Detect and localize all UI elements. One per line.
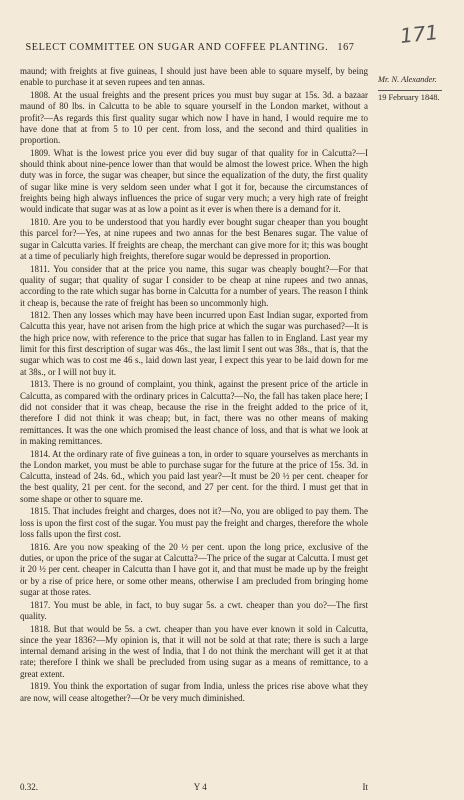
paragraph: 1809. What is the lowest price you ever did buy sugar of that quality for in Calcutta?—I should think about nine-pence lower than that would be almost the lowest price. When the high duty was in force, the sugar was cheaper, but since the equalization of the duty, the first quality of sugar like mine is very seldom seen under what I got it for, because the circumstances of freights being high always influences the price of sugar very much; a very high rate of freight would indicate that sugar was at as low a point as it ever is when there is a demand for it.: [20, 147, 368, 215]
witness-name: [378, 74, 458, 91]
paragraph: 1811. You consider that at the price you name, this sugar was cheaply bought?—For that quality of sugar; that quality of sugar I consider to be cheap at nine rupees and two annas, according to the rate which sugar has borne in Calcutta for a number of years. The reason I think it cheap is, because the rate of freight has been so uncommonly high.: [20, 263, 368, 308]
paragraph: 1808. At the usual freights and the present prices you must buy sugar at 15s. 3d. a bazaar maund of 80 lbs. in Calcutta to be able to square yourself in the London market, without a profit?—As regards this first quality sugar which now I have in hand, I would require me to have done that at from 5 to 10 per cent. from loss, and the second and third qualities in proportion.: [20, 89, 368, 146]
paragraph: 1813. There is no ground of complaint, you think, against the present price of the article in Calcutta, as compared with the ordinary prices in Calcutta?—No, the fall has taken place here; I did not consider that it was cheap, because the rise in the freight added to the price of it, therefore I did not think it was cheap; but, in fact, there was no other means of making remittances. It was the one which promised the least chance of loss, and that is what we look at in making remittances.: [20, 379, 368, 446]
paragraph: maund; with freights at five guineas, I should just have been able to square myself, by being enable to purchase it at seven rupees and ten annas.: [20, 66, 368, 88]
paragraph: 1819. You think the exportation of sugar from India, unless the prices rise above what they are now, will cease altogether?—Or be very much diminished.: [20, 681, 368, 703]
paragraph: 1810. Are you to be understood that you hardly ever bought sugar cheaper than you bought this parcel for?—Yes, at nine rupees and two annas for the best Benares sugar. The value of sugar in Calcutta varies. If freights are cheap, the merchant can give more for it; this was bought at a time of peculiarly high freights, therefore sugar would be depressed in proportion.: [20, 217, 368, 261]
running-header: [22, 42, 358, 53]
footer-left: 0.32.: [20, 782, 38, 792]
signature-mark: Y 4: [193, 782, 207, 792]
handwritten-folio-number: 171: [398, 20, 440, 48]
header-title: SELECT COMMITTEE ON SUGAR AND COFFEE PLANTING.: [25, 42, 329, 53]
paragraph: 1816. Are you now speaking of the 20 ½ per cent. upon the long price, exclusive of the duties, or upon the price of the sugar at Calcutta?—The price of the sugar at Calcutta. I must get it 20 ½ per cent. cheaper in Calcutta than I have got it, and that must be made up by the freight or by a rise of price here, or some other means, otherwise I am precluded from bringing home sugar at those rates.: [20, 541, 368, 597]
catchword: It: [362, 782, 368, 792]
body-text: [20, 66, 368, 705]
witness-label: Mr. N. Alexander.: [378, 75, 437, 84]
testimony-date: 19 February 1848.: [378, 93, 440, 102]
paragraph: 1812. Then any losses which may have been incurred upon East Indian sugar, exported from Calcutta this year, have not arisen from the high price at which the sugar was purchased?—It is the high price now, with reference to the price that sugar has fallen to in England. Last year my limit for this first description of sugar was 46s., the last limit I sent out was 38s., that is, that the sugar which was to cost me 46 s., laid down last year, I expect this year to be laid down for me at 38s., or I will not buy it.: [20, 310, 368, 377]
page-number: 167: [337, 42, 355, 53]
paragraph: 1815. That includes freight and charges, does not it?—No, you are obliged to pay them. The loss is upon the first cost of the sugar. You must pay the freight and charges, therefore the whole loss falls upon the first cost.: [20, 506, 368, 539]
witness-rule: [378, 90, 442, 91]
page-footer: [20, 782, 368, 792]
paragraph: 1817. You must be able, in fact, to buy sugar 5s. a cwt. cheaper than you do?—The first quality.: [20, 599, 368, 621]
paragraph: 1814. At the ordinary rate of five guineas a ton, in order to square yourselves as merchants in the London market, you must be able to purchase sugar for the future at the price of 15s. 3d. in Calcutta, instead of 24s. 6d., which you paid last year?—It must be 20 ½ per cent. cheaper for the best quality, 21 per cent. for the second, and 27 per cent. for the third. I must get that in some shape or other to square me.: [20, 448, 368, 504]
paragraph: 1818. But that would be 5s. a cwt. cheaper than you have ever known it sold in Calcutta, since the year 1836?—My opinion is, that it will not be sold at that rate; there is such a large internal demand arising in the west of India, that I do not think the merchant will get it at that rate; therefore I think we shall be precluded from using sugar as a means of remittance, to a great extent.: [20, 623, 368, 679]
